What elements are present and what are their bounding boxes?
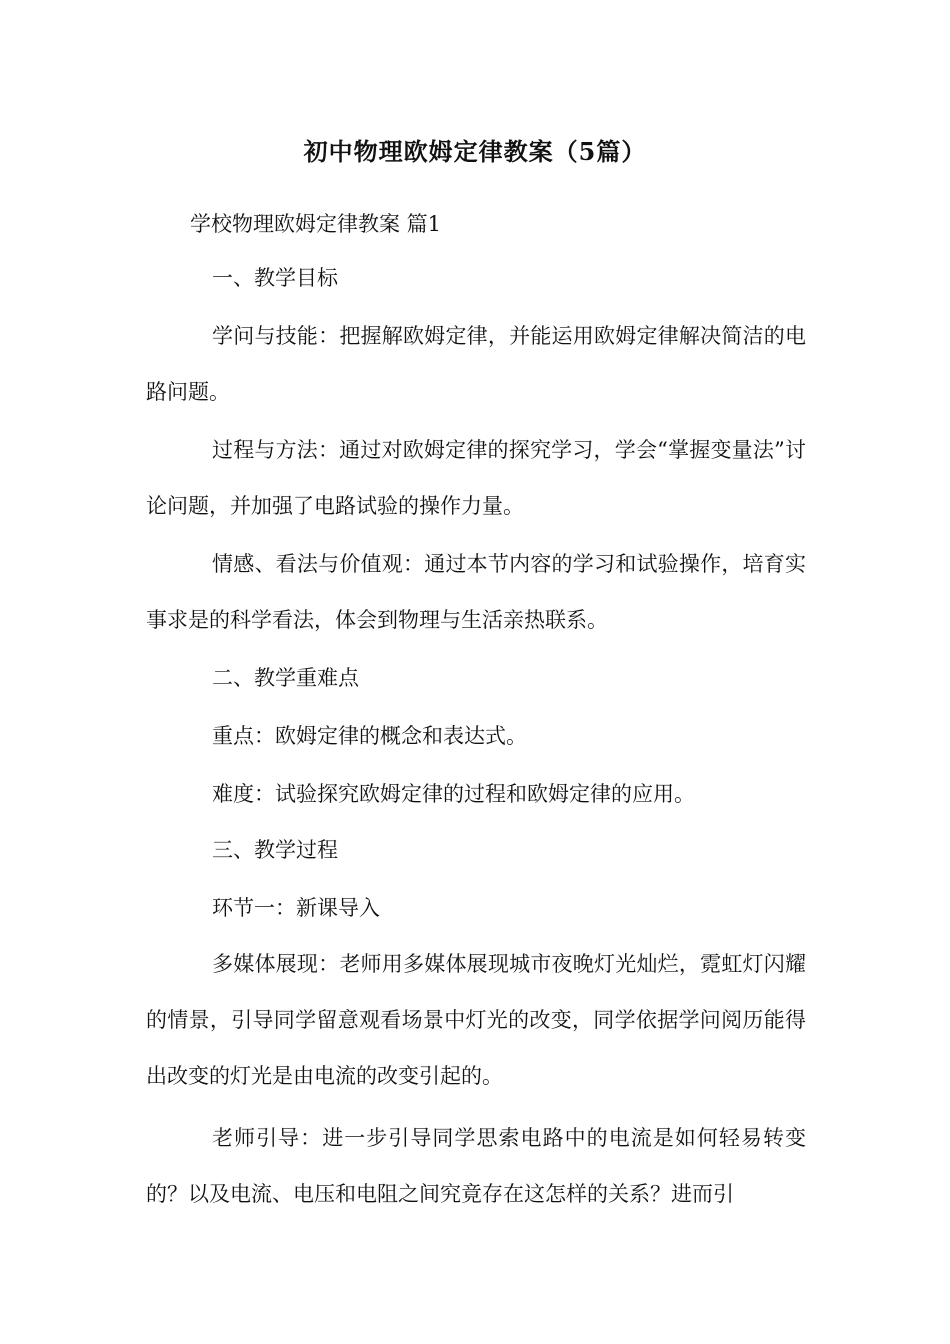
heading-stage-one: 环节一：新课导入 [212, 896, 380, 920]
paragraph-attitude-values: 情感、看法与价值观：通过本节内容的学习和试验操作，培育实事求是的科学看法，体会到物理与生活亲热联系。 [146, 552, 806, 632]
paragraph-process-method: 过程与方法：通过对欧姆定律的探究学习，学会“掌握变量法”讨论问题，并加强了电路试验的操作力量。 [146, 438, 806, 518]
document-title: 初中物理欧姆定律教案（5篇） [303, 137, 647, 166]
heading-teaching-goals: 一、教学目标 [212, 266, 338, 290]
section-heading: 学校物理欧姆定律教案 篇1 [190, 212, 442, 236]
heading-key-difficult-points: 二、教学重难点 [212, 666, 359, 690]
paragraph-teacher-guidance: 老师引导：进一步引导同学思索电路中的电流是如何轻易转变的？以及电流、电压和电阻之间究竟存在这怎样的关系？进而引 [146, 1126, 806, 1206]
heading-teaching-process: 三、教学过程 [212, 838, 338, 862]
paragraph-multimedia-display: 多媒体展现：老师用多媒体展现城市夜晚灯光灿烂，霓虹灯闪耀的情景，引导同学留意观看场景中灯光的改变，同学依据学问阅历能得出改变的灯光是由电流的改变引起的。 [146, 952, 806, 1088]
paragraph-knowledge-skills: 学问与技能：把握解欧姆定律，并能运用欧姆定律解决简洁的电路问题。 [146, 324, 806, 404]
paragraph-difficult-point: 难度：试验探究欧姆定律的过程和欧姆定律的应用。 [212, 782, 695, 806]
paragraph-key-point: 重点：欧姆定律的概念和表达式。 [212, 724, 527, 748]
